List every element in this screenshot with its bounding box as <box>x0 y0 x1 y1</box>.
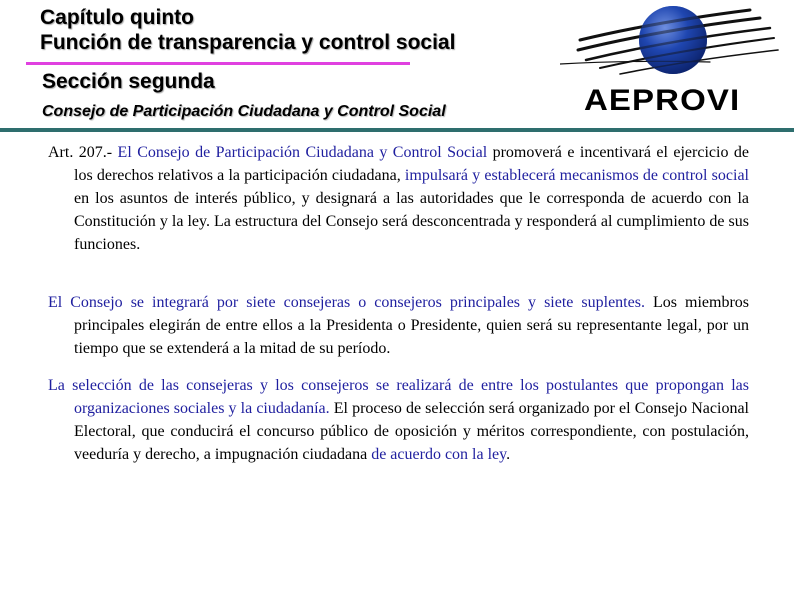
highlighted-text: El Consejo de Participación Ciudadana y Control Social <box>117 144 488 161</box>
chapter-heading <box>40 5 455 55</box>
highlighted-text: impulsará y establecerá mecanismos de control social <box>404 167 750 184</box>
body-text: El proceso de selección será organizado por el Consejo Nacional Electoral, que conducirá el concurso público de oposición y méritos correspondiente, con postulación, veeduría y derecho, a impugnación ciudadana <box>74 400 750 463</box>
article-label: Art. 207.- <box>48 144 118 161</box>
header-divider <box>0 128 794 132</box>
logo-text: AEPROVI <box>584 84 741 117</box>
body-text: . <box>506 446 511 463</box>
section-title: Consejo de Participación Ciudadana y Control Social <box>42 103 446 120</box>
section-label: Sección segunda <box>42 70 215 93</box>
chapter-title: Función de transparencia y control social <box>40 31 456 54</box>
accent-rule <box>26 62 410 65</box>
chapter-label: Capítulo quinto <box>40 6 194 29</box>
selection-process-paragraph <box>48 374 749 466</box>
council-composition-paragraph <box>48 291 749 360</box>
highlighted-text: de acuerdo con la ley <box>371 446 507 463</box>
body-text: Los miembros principales elegirán de entre ellos a la Presidenta o Presidente, quien será su representante legal, por un tiempo que se extenderá a la mitad de su período. <box>74 294 750 357</box>
body-text: en los asuntos de interés público, y designará a las autoridades que le corresponda de acuerdo con la Constitución y la ley. La estructura del Consejo será desconcentrada y responderá al cumplimiento de sus funciones. <box>74 190 749 253</box>
highlighted-text: El Consejo se integrará por siete consejeras o consejeros principales y siete suplentes. <box>48 294 645 311</box>
highlighted-text: La selección de las consejeras y los consejeros se realizará de entre los postulantes que propongan las organizaciones sociales y la ciudadanía. <box>48 377 749 417</box>
body-text: promoverá e incentivará el ejercicio de los derechos relativos a la participación ciudadana, <box>74 144 749 184</box>
article-207-paragraph <box>48 141 749 256</box>
